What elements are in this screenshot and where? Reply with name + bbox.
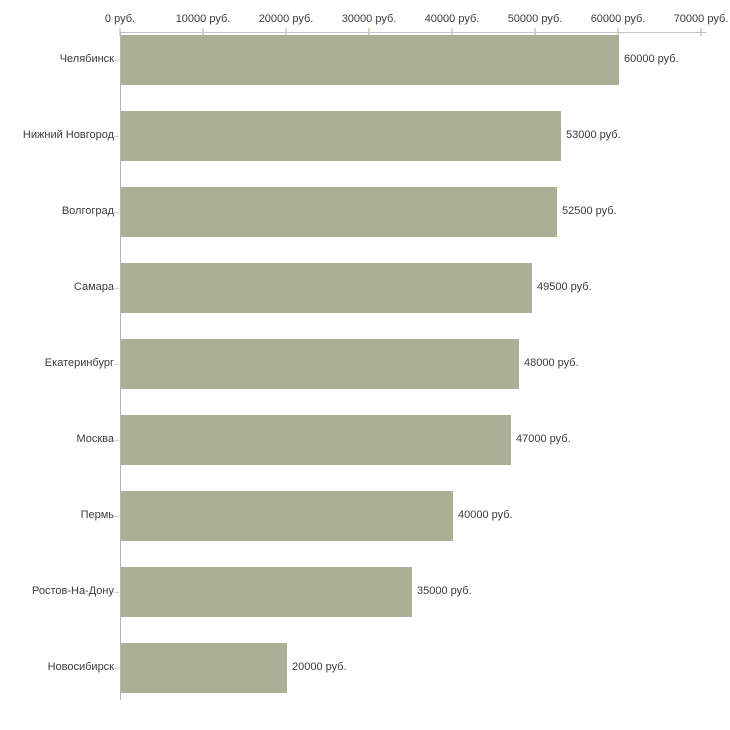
- x-axis-tick-label: 70000 руб.: [673, 13, 729, 25]
- category-tick: [114, 136, 119, 137]
- category-label: Волгоград: [61, 205, 114, 217]
- category-tick: [114, 440, 119, 441]
- bar: [121, 187, 557, 237]
- x-axis-tick-label: 20000 руб.: [258, 13, 314, 25]
- bar: [121, 339, 519, 389]
- x-axis-tick-label: 40000 руб.: [424, 13, 480, 25]
- bar-value-label: 49500 руб.: [537, 281, 592, 293]
- x-axis-tick-label: 60000 руб.: [590, 13, 646, 25]
- x-axis-tick-label: 30000 руб.: [341, 13, 397, 25]
- category-tick: [114, 516, 119, 517]
- bar: [121, 35, 619, 85]
- category-label: Новосибирск: [47, 661, 114, 673]
- category-tick: [114, 212, 119, 213]
- category-tick: [114, 668, 119, 669]
- bar-value-label: 48000 руб.: [524, 357, 579, 369]
- bar-value-label: 47000 руб.: [516, 433, 571, 445]
- bar-value-label: 40000 руб.: [458, 509, 513, 521]
- x-axis-tick-label: 10000 руб.: [175, 13, 231, 25]
- bar-value-label: 53000 руб.: [566, 129, 621, 141]
- x-axis-tick-label: 50000 руб.: [507, 13, 563, 25]
- bar: [121, 567, 412, 617]
- bar-value-label: 60000 руб.: [624, 53, 679, 65]
- category-label: Екатеринбург: [44, 357, 114, 369]
- category-tick: [114, 60, 119, 61]
- category-label: Нижний Новгород: [22, 129, 114, 141]
- category-label: Москва: [76, 433, 114, 445]
- category-label: Ростов-На-Дону: [31, 585, 114, 597]
- bar: [121, 111, 561, 161]
- category-tick: [114, 288, 119, 289]
- bar: [121, 263, 532, 313]
- bar: [121, 415, 511, 465]
- bar-value-label: 52500 руб.: [562, 205, 617, 217]
- x-axis-line: [120, 32, 706, 33]
- bar: [121, 643, 287, 693]
- category-tick: [114, 592, 119, 593]
- bar: [121, 491, 453, 541]
- x-axis-tick-label: 0 руб.: [104, 13, 136, 25]
- bar-value-label: 35000 руб.: [417, 585, 472, 597]
- category-label: Челябинск: [59, 53, 114, 65]
- category-label: Пермь: [80, 509, 114, 521]
- category-label: Самара: [73, 281, 114, 293]
- category-tick: [114, 364, 119, 365]
- bar-value-label: 20000 руб.: [292, 661, 347, 673]
